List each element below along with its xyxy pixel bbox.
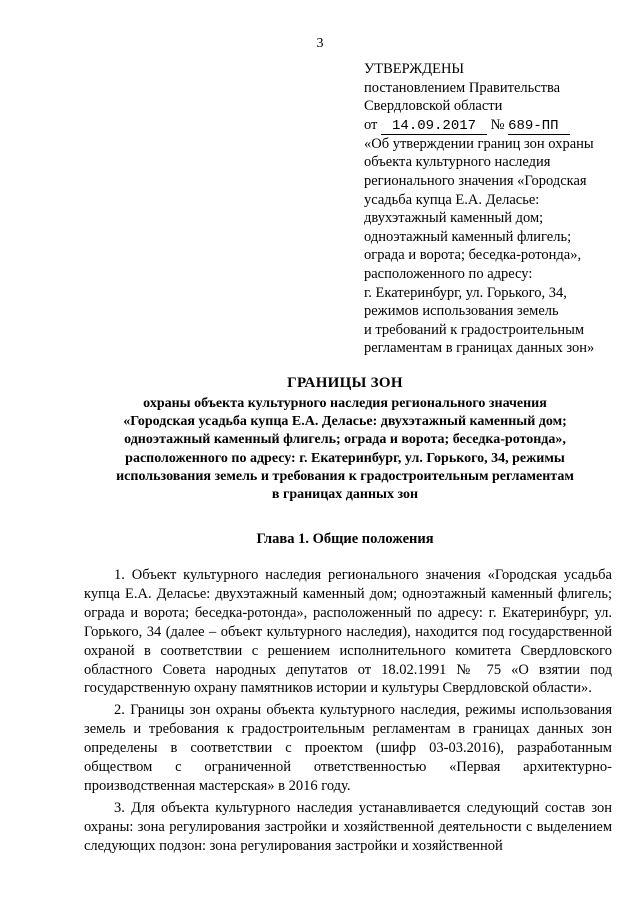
- approval-issuer-line-1: постановлением Правительства: [364, 79, 561, 96]
- chapter-heading: Глава 1. Общие положения: [256, 531, 434, 547]
- approval-title-line: объекта культурного наследия: [364, 154, 551, 171]
- subtitle-line: в границах данных зон: [271, 487, 419, 503]
- approval-title-line: режимов использования земель: [364, 303, 559, 320]
- document-title: ГРАНИЦЫ ЗОН: [287, 375, 403, 391]
- subtitle-line: использования земель и требования к градостроительным регламентам: [116, 468, 574, 484]
- approval-date-line: [364, 116, 624, 135]
- date-prefix: от: [364, 116, 378, 133]
- approval-number: 689-ПП: [508, 119, 570, 135]
- subtitle-line: охраны объекта культурного наследия регионального значения: [143, 396, 547, 411]
- page-number: 3: [316, 36, 324, 51]
- approval-title-line: регионального значения «Городская: [364, 172, 587, 189]
- approval-title-line: и требований к градостроительным: [364, 321, 585, 338]
- subtitle-line: расположенного по адресу: г. Екатеринбург, ул. Горького, 34, режимы: [125, 450, 565, 466]
- approval-title-line: двухэтажный каменный дом;: [364, 210, 544, 227]
- subtitle-line: одноэтажный каменный флигель; ограда и ворота; беседка-ротонда»,: [124, 432, 566, 448]
- approval-title-line: ограда и ворота; беседка-ротонда»,: [364, 247, 582, 264]
- approval-title-line: усадьба купца Е.А. Деласье:: [364, 191, 540, 208]
- approval-heading: УТВЕРЖДЕНЫ: [364, 61, 465, 77]
- paragraph-2: 2. Границы зон охраны объекта культурного наследия, режимы использования земель и требования к градостроительным регламентам в границах данных зон определены в соответствии с проектом (шифр 03-03.2016), разработанным обществом с ограниченной ответственностью «Первая архитектурно-производственная мастерская» в 2016 году.: [84, 702, 612, 794]
- approval-block: [364, 60, 624, 358]
- approval-title-line: г. Екатеринбург, ул. Горького, 34,: [364, 284, 567, 301]
- approval-title-line: регламентам в границах данных зон»: [364, 340, 595, 357]
- subtitle-line: «Городская усадьба купца Е.А. Деласье: двухэтажный каменный дом;: [123, 414, 567, 430]
- approval-title-line: одноэтажный каменный флигель;: [364, 228, 572, 245]
- paragraph-1: 1. Объект культурного наследия регионального значения «Городская усадьба купца Е.А. Деласье: двухэтажный каменный дом; одноэтажный каменный флигель; ограда и ворота; беседка-ротонда», расположенный по адресу: г. Екатеринбург, ул. Горького, 34 (далее – объект культурного наследия), находится под государственной охраной в соответствии с решением исполнительного комитета Свердловского областного Совета народных депутатов от 18.02.1991 № 75 «О взятии под государственную охрану памятников истории и культуры Свердловской области».: [84, 567, 612, 697]
- document-subtitle: [80, 395, 610, 504]
- approval-date: 14.09.2017: [381, 119, 487, 135]
- approval-issuer-line-2: Свердловской области: [364, 98, 503, 115]
- paragraph-3: 3. Для объекта культурного наследия устанавливается следующий состав зон охраны: зона регулирования застройки и хозяйственной деятельности с выделением следующих подзон: зона регулирования застройки и хозяйственной: [84, 799, 612, 854]
- approval-title-line: расположенного по адресу:: [364, 265, 533, 282]
- document-body: [84, 566, 612, 859]
- approval-title-line: «Об утверждении границ зон охраны: [364, 135, 594, 152]
- number-prefix: №: [490, 116, 505, 133]
